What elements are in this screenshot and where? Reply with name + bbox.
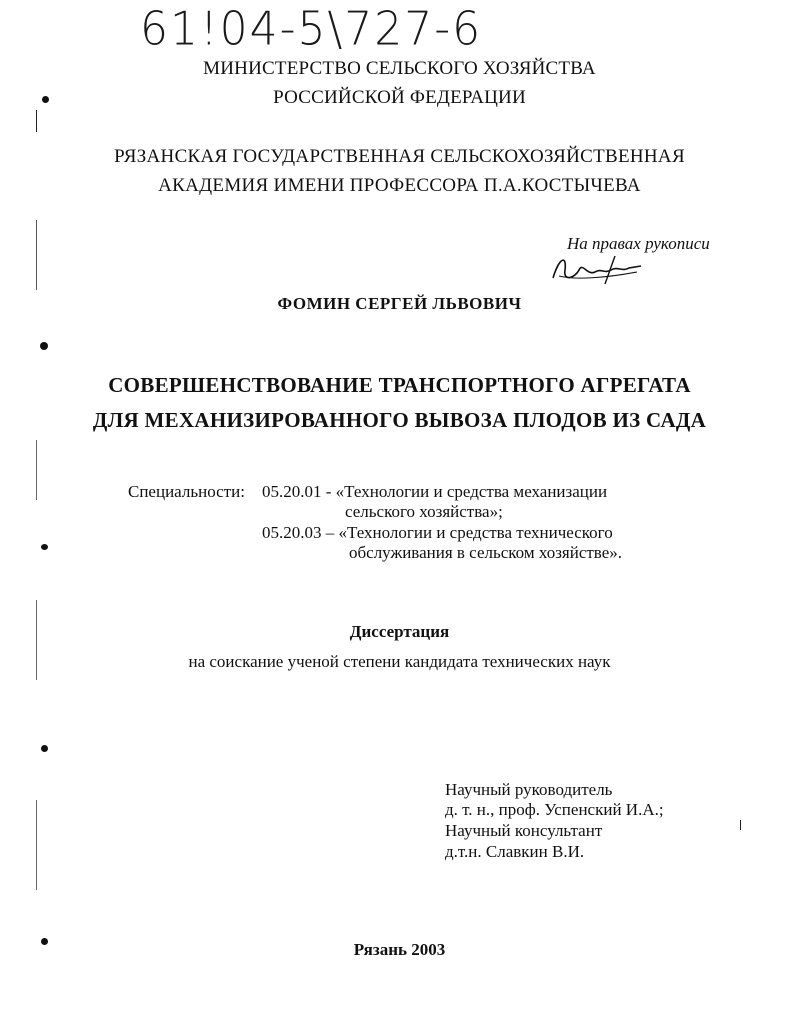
title-line-1: СОВЕРШЕНСТВОВАНИЕ ТРАНСПОРТНОГО АГРЕГАТА	[108, 373, 691, 397]
academy-line-1: РЯЗАНСКАЯ ГОСУДАРСТВЕННАЯ СЕЛЬСКОХОЗЯЙСТВЕННАЯ	[114, 146, 685, 167]
scan-line	[36, 220, 37, 290]
specialty-1-line-1: 05.20.01 - «Технологии и средства механизации	[262, 482, 608, 501]
consultant-role: Научный консультант	[445, 821, 603, 840]
scan-dot	[41, 544, 48, 550]
scan-line	[36, 600, 37, 680]
supervisor-name: д. т. н., проф. Успенский И.А.;	[445, 800, 664, 819]
manuscript-rights-note: На правах рукописи	[567, 234, 710, 253]
dissertation-subtitle: на соискание ученой степени кандидата технических наук	[188, 652, 611, 671]
dissertation-title: Диссертация	[349, 622, 450, 641]
scan-dot	[40, 342, 48, 350]
specialty-2-line-2: обслуживания в сельском хозяйстве».	[349, 543, 623, 562]
ministry-line-2: РОССИЙСКОЙ ФЕДЕРАЦИИ	[273, 87, 526, 108]
academy-line-2: АКАДЕМИЯ ИМЕНИ ПРОФЕССОРА П.А.КОСТЫЧЕВА	[158, 175, 641, 196]
handwritten-archive-code: 61!04-5\727-6	[140, 2, 483, 57]
scan-dot	[41, 938, 48, 945]
title-line-2: ДЛЯ МЕХАНИЗИРОВАННОГО ВЫВОЗА ПЛОДОВ ИЗ САДА	[92, 408, 707, 432]
scan-line	[36, 440, 37, 500]
scan-line	[36, 800, 37, 890]
city-year: Рязань 2003	[353, 940, 446, 959]
supervisor-role: Научный руководитель	[445, 780, 613, 799]
scan-dot	[42, 96, 49, 103]
specialties-label: Специальности:	[128, 482, 245, 501]
scan-dot	[41, 745, 48, 752]
scan-line	[36, 110, 37, 132]
ministry-line-1: МИНИСТЕРСТВО СЕЛЬСКОГО ХОЗЯЙСТВА	[203, 58, 596, 79]
specialty-2-line-1: 05.20.03 – «Технологии и средства технического	[262, 523, 613, 542]
signature-icon	[545, 248, 655, 288]
scan-line	[740, 820, 741, 830]
consultant-name: д.т.н. Славкин В.И.	[445, 842, 585, 861]
specialty-1-line-2: сельского хозяйства»;	[345, 502, 503, 521]
author-name: ФОМИН СЕРГЕЙ ЛЬВОВИЧ	[277, 294, 522, 313]
